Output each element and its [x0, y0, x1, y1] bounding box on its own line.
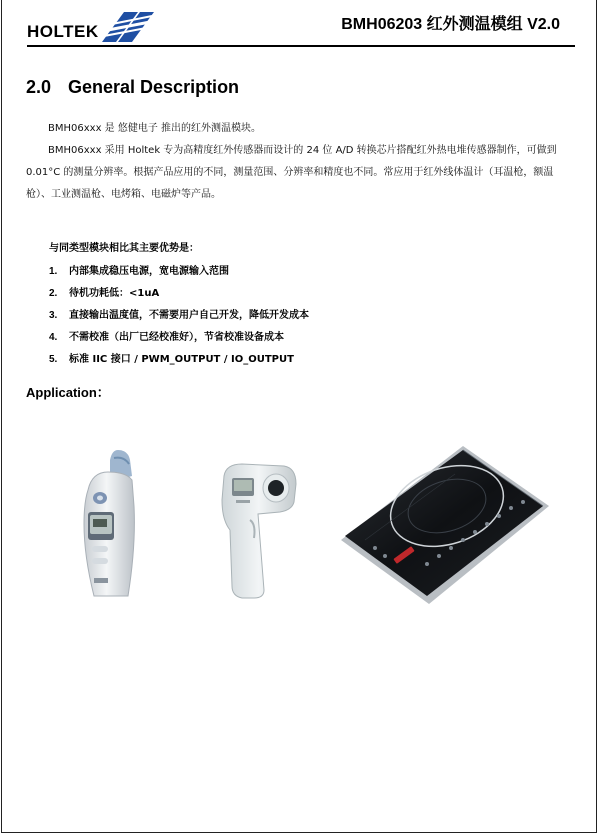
- section-title-text: General Description: [68, 77, 240, 97]
- section-number: 2.0: [26, 77, 52, 97]
- list-item: 3. 直接输出温度值，不需要用户自己开发，降低开发成本: [49, 310, 309, 321]
- holtek-logo-icon: [98, 6, 156, 44]
- forehead-thermometer-icon: [214, 460, 298, 600]
- induction-cooktop-icon: [335, 444, 553, 606]
- header-rule: [27, 45, 575, 47]
- ear-thermometer-icon: [74, 446, 144, 601]
- list-item: 4. 不需校准（出厂已经校准好），节省校准设备成本: [49, 332, 284, 343]
- list-item: 2. 待机功耗低：<1uA: [49, 288, 160, 299]
- document-title: BMH06203 红外测温模组 V2.0: [341, 16, 560, 33]
- list-item: 5. 标准 IIC 接口 / PWM_OUTPUT / IO_OUTPUT: [49, 354, 294, 365]
- description-paragraph-text: BMH06xxx 采用 Holtek 专为高精度红外传感器而设计的 24 位 A/D 转换芯片搭配红外热电堆传感器制作，可做到 0.01°C 的测量分辨率。根据产品应用的不同，测量范围、分辨率和精度也不同。常应用于红外线体温计（耳温枪，额温枪）、工业测温枪、电烤箱、电磁炉等产品。: [26, 145, 557, 200]
- intro-paragraph-text: BMH06xxx 是 悠健电子 推出的红外测温模块。: [48, 123, 262, 134]
- application-heading: Application：: [26, 385, 110, 400]
- advantages-heading: 与同类型模块相比其主要优势是：: [49, 243, 199, 254]
- page-header: [0, 0, 600, 52]
- description-paragraph: [26, 140, 578, 206]
- intro-paragraph: [26, 118, 578, 140]
- list-item: 1. 内部集成稳压电源，宽电源输入范围: [49, 266, 229, 277]
- section-heading: [26, 77, 239, 98]
- holtek-logo-text: HOLTEK: [27, 22, 99, 41]
- advantages-list: [49, 261, 309, 371]
